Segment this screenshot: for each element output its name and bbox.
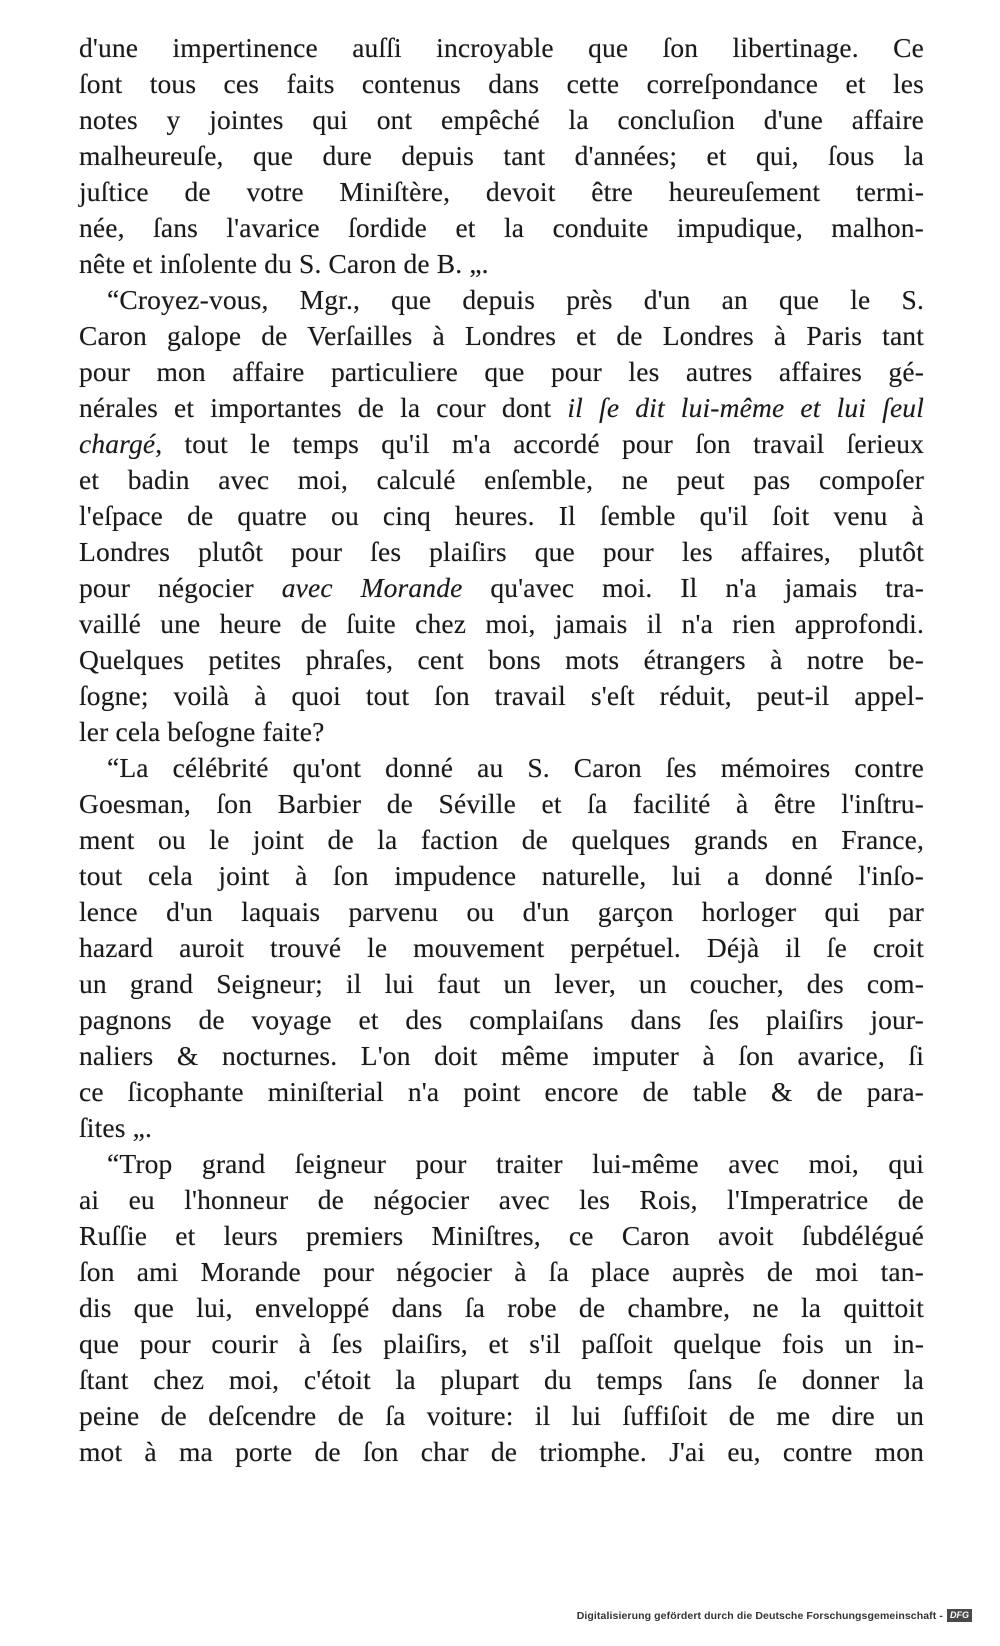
dfg-logo: DFG	[947, 1609, 972, 1622]
text-line: un grand Seigneur; il lui faut un lever, un coucher, des com-	[79, 968, 924, 999]
text-line: ſont tous ces faits contenus dans cette correſpondance et les	[79, 68, 924, 99]
text-line: pagnons de voyage et des complaiſans dans ſes plaiſirs jour-	[79, 1004, 924, 1035]
text-line: Londres plutôt pour ſes plaiſirs que pour les affaires, plutôt	[79, 536, 924, 567]
text-line: “Croyez-vous, Mgr., que depuis près d'un an que le S.	[107, 284, 924, 315]
text-run: , tout le temps qu'il m'a accordé pour ſon travail ſerieux	[155, 428, 924, 459]
text-line: Ruſſie et leurs premiers Miniſtres, ce Caron avoit ſubdélégué	[79, 1220, 924, 1251]
text-line: “La célébrité qu'ont donné au S. Caron ſes mémoires contre	[107, 752, 924, 783]
text-line: naliers & nocturnes. L'on doit même imputer à ſon avarice, ſi	[79, 1040, 924, 1071]
text-line: d'une impertinence auſſi incroyable que ſon libertinage. Ce	[79, 32, 924, 63]
text-run: nérales et importantes de la cour dont	[79, 392, 568, 423]
text-line: ai eu l'honneur de négocier avec les Rois, l'Imperatrice de	[79, 1184, 924, 1215]
text-line: ment ou le joint de la faction de quelques grands en France,	[79, 824, 924, 855]
footer-credit	[577, 1609, 972, 1622]
text-line: ſogne; voilà à quoi tout ſon travail s'eſt réduit, peut-il appel-	[79, 680, 924, 711]
italic-text-run: chargé	[79, 428, 156, 459]
italic-text-run: avec Morande	[281, 572, 463, 603]
text-line: dis que lui, enveloppé dans ſa robe de chambre, ne la quittoit	[79, 1292, 924, 1323]
text-line: peine de deſcendre de ſa voiture: il lui ſuffiſoit de me dire un	[79, 1400, 924, 1431]
text-line: ler cela beſogne faite?	[79, 716, 325, 747]
text-line: ſtant chez moi, c'étoit la plupart du temps ſans ſe donner la	[79, 1364, 924, 1395]
text-line: notes y jointes qui ont empêché la concluſion d'une affaire	[79, 104, 924, 135]
text-line	[79, 390, 924, 426]
italic-text-run: il ſe dit lui-même et lui ſeul	[567, 392, 924, 423]
text-line: vaillé une heure de ſuite chez moi, jamais il n'a rien approfondi.	[79, 608, 924, 639]
text-line: nête et inſolente du S. Caron de B. „.	[79, 248, 489, 279]
text-line: Caron galope de Verſailles à Londres et de Londres à Paris tant	[79, 320, 924, 351]
text-line: que pour courir à ſes plaiſirs, et s'il paſſoit quelque fois un in-	[79, 1328, 924, 1359]
text-line: Quelques petites phraſes, cent bons mots étrangers à notre be-	[79, 644, 924, 675]
text-line: hazard auroit trouvé le mouvement perpétuel. Déjà il ſe croit	[79, 932, 924, 963]
text-line: et badin avec moi, calculé enſemble, ne peut pas compoſer	[79, 464, 924, 495]
text-line	[79, 570, 924, 606]
text-run: pour négocier	[79, 572, 282, 603]
text-line: pour mon affaire particuliere que pour les autres affaires gé-	[79, 356, 924, 387]
text-line: “Trop grand ſeigneur pour traiter lui-même avec moi, qui	[107, 1148, 924, 1179]
text-run: qu'avec moi. Il n'a jamais tra-	[462, 572, 924, 603]
text-line: mot à ma porte de ſon char de triomphe. J'ai eu, contre mon	[79, 1436, 924, 1467]
text-line: ſites „.	[79, 1112, 152, 1143]
text-line: lence d'un laquais parvenu ou d'un garçon horloger qui par	[79, 896, 924, 927]
text-line: juſtice de votre Miniſtère, devoit être heureuſement termi-	[79, 176, 924, 207]
text-line: l'eſpace de quatre ou cinq heures. Il ſemble qu'il ſoit venu à	[79, 500, 924, 531]
text-line: tout cela joint à ſon impudence naturelle, lui a donné l'inſo-	[79, 860, 924, 891]
text-line: Goesman, ſon Barbier de Séville et ſa facilité à être l'inſtru-	[79, 788, 924, 819]
text-line	[79, 426, 924, 462]
text-line: malheureuſe, que dure depuis tant d'années; et qui, ſous la	[79, 140, 924, 171]
text-line: ſon ami Morande pour négocier à ſa place auprès de moi tan-	[79, 1256, 924, 1287]
body-text	[79, 30, 924, 1470]
footer-text: Digitalisierung gefördert durch die Deutsche Forschungsgemeinschaft -	[576, 1609, 943, 1622]
text-line: née, ſans l'avarice ſordide et la conduite impudique, malhon-	[79, 212, 924, 243]
text-line: ce ſicophante miniſterial n'a point encore de table & de para-	[79, 1076, 924, 1107]
